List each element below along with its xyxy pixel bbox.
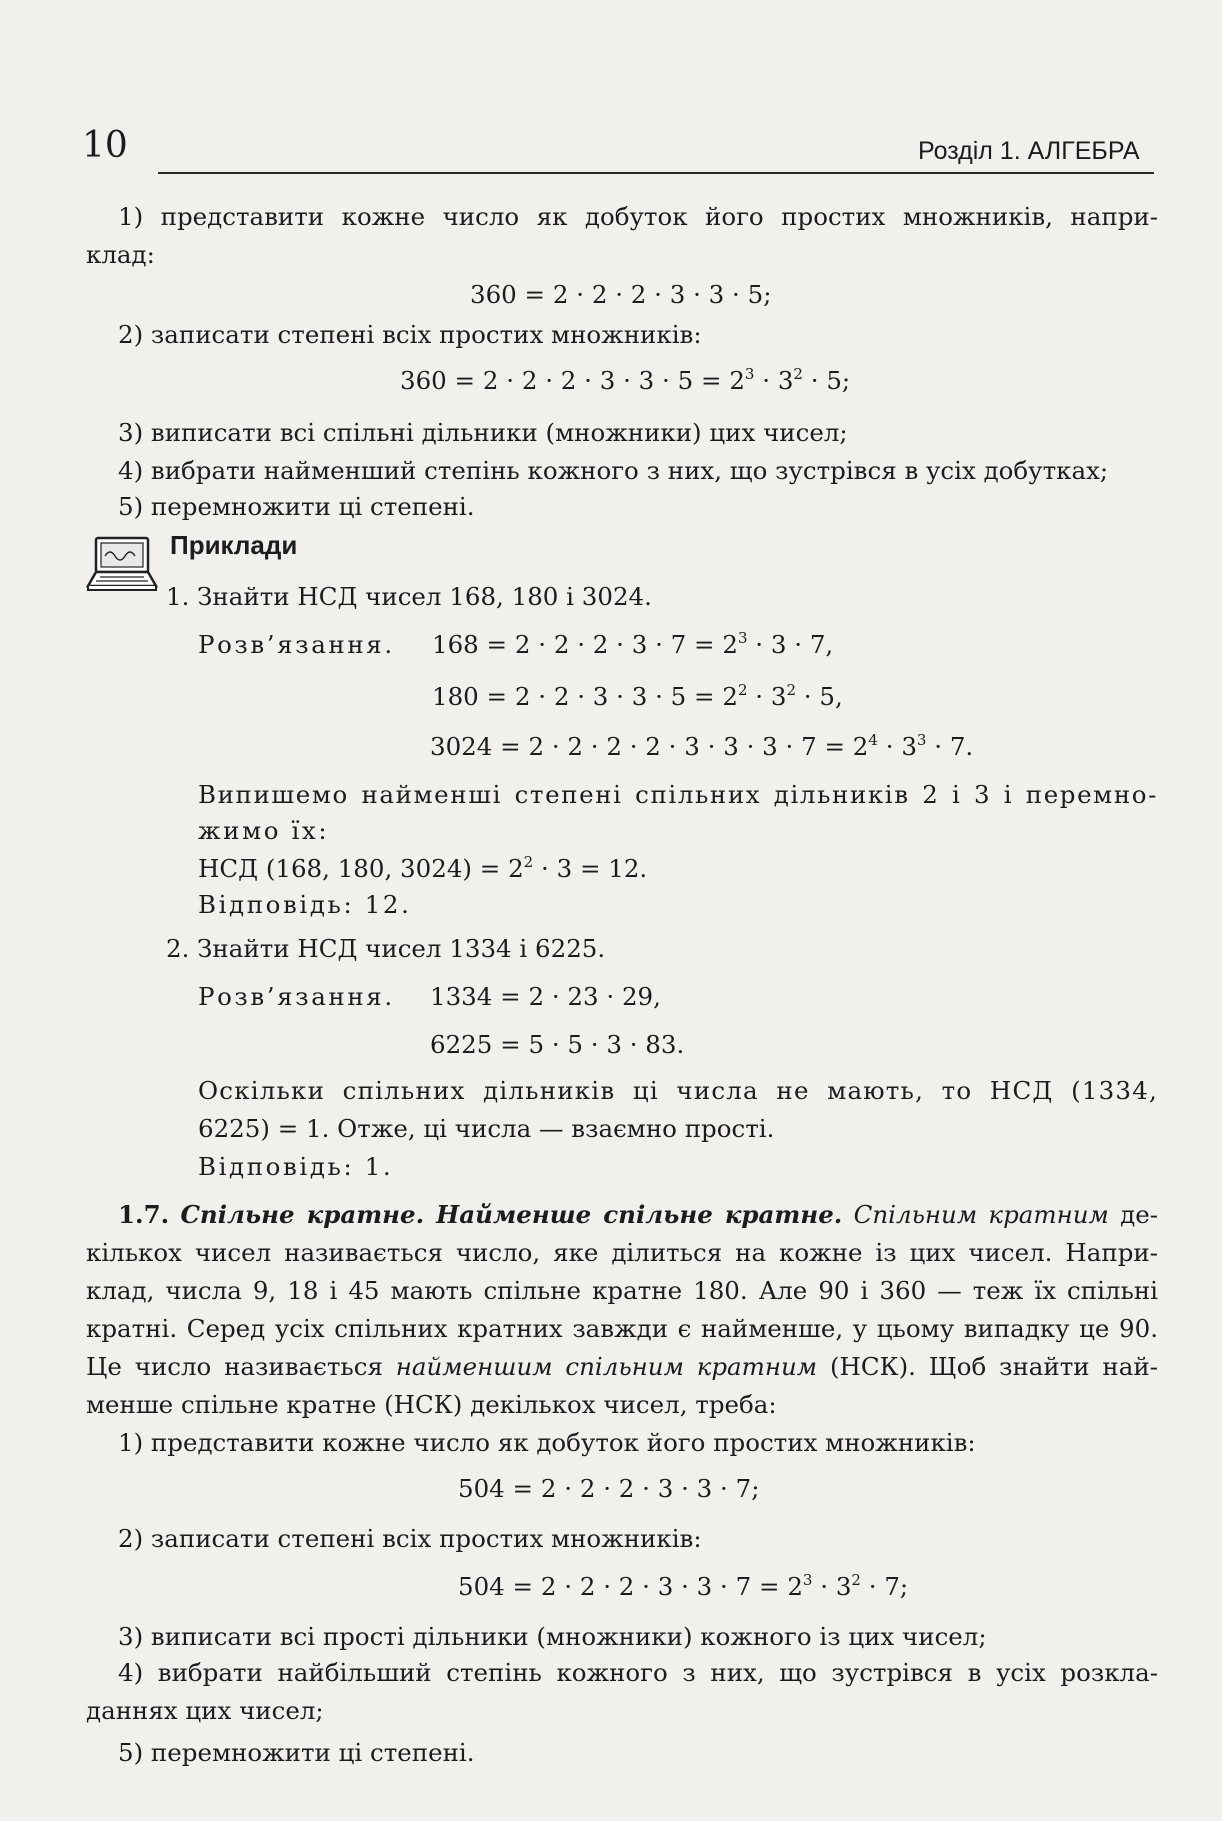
lcm-intro-line4: кратні. Серед усіх спільних кратних завжди є найменше, у цьому випадку це 90. — [86, 1314, 1158, 1343]
example2-text-line1: Оскільки спільних дільників ці числа не мають, то НСД (1334, — [198, 1076, 1158, 1105]
example1-solution-label: Розв’язання. — [198, 630, 395, 659]
gcd-step5: 5) перемножити ці степені. — [118, 492, 475, 521]
lcm-step4-line2: даннях цих чисел; — [86, 1696, 324, 1725]
example2-solution-label: Розв’язання. — [198, 982, 395, 1011]
gcd-step1-line1: 1) представити кожне число як добуток його простих множників, напри- — [118, 202, 1158, 231]
lcm-intro-line5: Це число називається найменшим спільним кратним (НСК). Щоб знайти най- — [86, 1352, 1158, 1381]
lcm-step5: 5) перемножити ці степені. — [118, 1738, 475, 1767]
example1-answer: Відповідь: 12. — [198, 890, 412, 919]
lcm-intro-line6: менше спільне кратне (НСК) декількох чисел, треба: — [86, 1390, 777, 1419]
gcd-step3: 3) виписати всі спільні дільники (множники) цих чисел; — [118, 418, 848, 447]
lcm-example-powers: $504 = 2 \cdot 2 \cdot 2 \cdot 3 \cdot 3 \cdot 7 = 2^3 \cdot 3^2 \cdot 7$; — [458, 1571, 909, 1601]
example1-eq3: $3024 = 2 \cdot 2 \cdot 2 \cdot 2 \cdot 3 \cdot 3 \cdot 3 \cdot 7 = 2^4 \cdot 3^3 \cdot 7$. — [430, 731, 974, 761]
lcm-step1: 1) представити кожне число як добуток його простих множників: — [118, 1428, 976, 1457]
gcd-step2: 2) записати степені всіх простих множників: — [118, 320, 702, 349]
example2-title: 2. Знайти НСД чисел 1334 і 6225. — [166, 934, 606, 963]
example1-eq2: $180 = 2 \cdot 2 \cdot 3 \cdot 3 \cdot 5 = 2^2 \cdot 3^2 \cdot 5$, — [432, 681, 843, 711]
page-number: 10 — [82, 125, 128, 166]
example2-eq1: 1334 = 2 · 23 · 29, — [430, 982, 661, 1011]
example1-title: 1. Знайти НСД чисел 168, 180 і 3024. — [166, 582, 652, 611]
gcd-example-powers: $360 = 2 \cdot 2 \cdot 2 \cdot 3 \cdot 3 \cdot 5 = 2^3 \cdot 3^2 \cdot 5$; — [400, 365, 851, 395]
lcm-intro-line3: клад, числа 9, 18 і 45 мають спільне кратне 180. Але 90 і 360 — теж їх спільні — [86, 1276, 1158, 1305]
gcd-example-product: 360 = 2 · 2 · 2 · 3 · 3 · 5; — [470, 280, 772, 309]
example1-text-line2: жимо їх: — [198, 816, 330, 845]
lcm-step4-line1: 4) вибрати найбільший степінь кожного з них, що зустрівся в усіх розкла- — [118, 1658, 1158, 1687]
lcm-step3: 3) виписати всі прості дільники (множники) кожного із цих чисел; — [118, 1622, 987, 1651]
section-title: Розділ 1. АЛГЕБРА — [918, 137, 1140, 165]
lcm-step2: 2) записати степені всіх простих множників: — [118, 1524, 702, 1553]
lcm-intro-line2: кількох чисел називається число, яке ділиться на кожне із цих чисел. Напри- — [86, 1238, 1158, 1267]
lcm-example-product: 504 = 2 · 2 · 2 · 3 · 3 · 7; — [458, 1474, 760, 1503]
example2-answer: Відповідь: 1. — [198, 1152, 394, 1181]
example1-eq1: $168 = 2 \cdot 2 \cdot 2 \cdot 3 \cdot 7 = 2^3 \cdot 3 \cdot 7$, — [432, 629, 834, 659]
example2-eq2: 6225 = 5 · 5 · 3 · 83. — [430, 1030, 685, 1059]
lcm-intro-line1: 1.7. Спільне кратне. Найменше спільне кратне. Спільним кратним де- — [118, 1200, 1158, 1229]
laptop-icon — [86, 534, 164, 596]
example2-text-line2: 6225) = 1. Отже, ці числа — взаємно прості. — [198, 1114, 775, 1143]
example1-result: НСД (168, 180, $3024) = 2^2 \cdot 3 = 12$. — [198, 853, 648, 883]
example1-text-line1: Випишемо найменші степені спільних дільників 2 і 3 і перемно- — [198, 780, 1158, 809]
gcd-step4: 4) вибрати найменший степінь кожного з них, що зустрівся в усіх добутках; — [118, 456, 1109, 485]
gcd-step1-line2: клад: — [86, 240, 155, 269]
header-rule — [158, 172, 1154, 174]
examples-heading: Приклади — [170, 530, 298, 560]
